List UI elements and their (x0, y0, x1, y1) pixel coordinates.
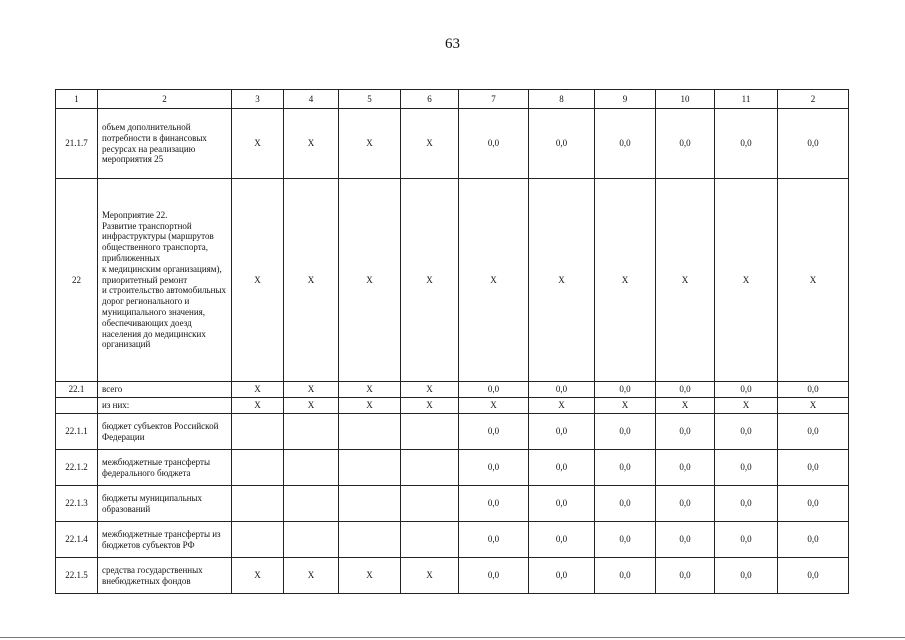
column-header: 11 (715, 90, 778, 109)
row-value-cell: 0,0 (778, 414, 849, 450)
row-value-cell: Х (339, 382, 401, 398)
row-value-cell: Х (401, 179, 459, 382)
row-value-cell (284, 522, 339, 558)
row-value-cell: Х (284, 558, 339, 594)
table-row (56, 382, 849, 398)
table-row (56, 414, 849, 450)
row-value-cell: Х (595, 398, 656, 414)
row-value-cell: Х (232, 179, 284, 382)
row-code: 22.1.4 (56, 522, 98, 558)
row-value-cell: 0,0 (595, 558, 656, 594)
row-value-cell: 0,0 (778, 109, 849, 179)
row-value-cell: Х (232, 109, 284, 179)
row-value-cell: 0,0 (656, 109, 715, 179)
table-row (56, 109, 849, 179)
column-header: 10 (656, 90, 715, 109)
row-value-cell: 0,0 (715, 486, 778, 522)
row-value-cell: Х (339, 398, 401, 414)
row-value-cell: 0,0 (595, 450, 656, 486)
row-value-cell: Х (284, 179, 339, 382)
row-value-cell (284, 486, 339, 522)
row-value-cell: Х (339, 109, 401, 179)
row-code: 22.1.1 (56, 414, 98, 450)
row-value-cell: 0,0 (529, 522, 595, 558)
row-value-cell: 0,0 (529, 450, 595, 486)
row-value-cell: Х (339, 558, 401, 594)
row-value-cell: Х (595, 179, 656, 382)
table-row (56, 486, 849, 522)
row-value-cell (339, 414, 401, 450)
scan-edge-line (0, 637, 905, 638)
row-value-cell: Х (232, 558, 284, 594)
row-value-cell: 0,0 (715, 109, 778, 179)
row-value-cell: 0,0 (656, 382, 715, 398)
row-value-cell: 0,0 (715, 414, 778, 450)
row-value-cell: Х (778, 179, 849, 382)
row-value-cell: 0,0 (459, 486, 529, 522)
row-value-cell: 0,0 (778, 450, 849, 486)
row-code: 22.1.2 (56, 450, 98, 486)
row-value-cell: 0,0 (778, 522, 849, 558)
row-value-cell: Х (401, 398, 459, 414)
row-description: объем дополнительной потребности в финансовых ресурсах на реализацию мероприятия 25 (98, 109, 232, 179)
row-value-cell (232, 450, 284, 486)
row-value-cell: 0,0 (778, 382, 849, 398)
row-value-cell (284, 450, 339, 486)
row-value-cell (401, 486, 459, 522)
row-value-cell: 0,0 (459, 558, 529, 594)
column-header: 4 (284, 90, 339, 109)
row-description: средства государственных внебюджетных фондов (98, 558, 232, 594)
row-value-cell: 0,0 (459, 382, 529, 398)
row-value-cell: Х (529, 398, 595, 414)
row-value-cell: 0,0 (656, 558, 715, 594)
row-description: бюджет субъектов Российской Федерации (98, 414, 232, 450)
row-value-cell: 0,0 (656, 414, 715, 450)
row-value-cell: Х (284, 109, 339, 179)
column-header: 1 (56, 90, 98, 109)
row-value-cell: Х (284, 398, 339, 414)
row-value-cell (339, 486, 401, 522)
row-value-cell: Х (459, 398, 529, 414)
page-number: 63 (445, 36, 460, 52)
row-value-cell: Х (715, 398, 778, 414)
row-value-cell: 0,0 (529, 414, 595, 450)
row-description: из них: (98, 398, 232, 414)
table-header-row (56, 90, 849, 109)
table-row (56, 179, 849, 382)
row-value-cell: Х (232, 382, 284, 398)
column-header: 9 (595, 90, 656, 109)
row-code: 22.1 (56, 382, 98, 398)
row-value-cell: 0,0 (595, 414, 656, 450)
table-row (56, 558, 849, 594)
row-value-cell: Х (401, 558, 459, 594)
row-description: бюджеты муниципальных образований (98, 486, 232, 522)
row-description: Мероприятие 22. Развитие транспортной инфраструктуры (маршрутов общественного транспорта, приближенных к медицинским организациям), приоритетный ремонт и строительство автомобильных дорог регионального и муниципального значения, обеспечивающих доезд населения до медицинских организаций (98, 179, 232, 382)
column-header: 5 (339, 90, 401, 109)
row-value-cell: 0,0 (529, 382, 595, 398)
row-value-cell: 0,0 (715, 382, 778, 398)
row-value-cell: 0,0 (715, 450, 778, 486)
row-value-cell: Х (778, 398, 849, 414)
row-value-cell: 0,0 (595, 486, 656, 522)
row-value-cell: 0,0 (595, 522, 656, 558)
budget-table (55, 89, 849, 594)
column-header: 2 (778, 90, 849, 109)
row-value-cell: Х (232, 398, 284, 414)
row-value-cell: 0,0 (459, 522, 529, 558)
row-value-cell: 0,0 (656, 486, 715, 522)
row-value-cell: 0,0 (595, 382, 656, 398)
row-value-cell: 0,0 (459, 450, 529, 486)
row-value-cell (284, 414, 339, 450)
row-value-cell: 0,0 (715, 522, 778, 558)
row-value-cell: Х (401, 382, 459, 398)
row-value-cell: Х (529, 179, 595, 382)
row-description: межбюджетные трансферты из бюджетов субъектов РФ (98, 522, 232, 558)
row-value-cell: Х (339, 179, 401, 382)
row-value-cell: 0,0 (778, 558, 849, 594)
column-header: 8 (529, 90, 595, 109)
row-value-cell (401, 522, 459, 558)
row-value-cell: 0,0 (656, 450, 715, 486)
row-value-cell: 0,0 (715, 558, 778, 594)
table-row (56, 450, 849, 486)
row-value-cell: 0,0 (778, 486, 849, 522)
row-value-cell (232, 414, 284, 450)
row-value-cell: 0,0 (595, 109, 656, 179)
column-header: 2 (98, 90, 232, 109)
row-value-cell: 0,0 (529, 558, 595, 594)
table-body (56, 90, 849, 594)
row-code: 22.1.3 (56, 486, 98, 522)
row-value-cell (339, 450, 401, 486)
row-value-cell (339, 522, 401, 558)
table-row (56, 398, 849, 414)
row-code (56, 398, 98, 414)
row-value-cell (401, 450, 459, 486)
row-value-cell: 0,0 (656, 522, 715, 558)
row-value-cell: Х (715, 179, 778, 382)
row-code: 22 (56, 179, 98, 382)
row-description: межбюджетные трансферты федерального бюджета (98, 450, 232, 486)
row-value-cell: Х (459, 179, 529, 382)
row-value-cell: Х (656, 179, 715, 382)
row-value-cell (401, 414, 459, 450)
row-value-cell: 0,0 (459, 414, 529, 450)
row-value-cell (232, 522, 284, 558)
row-value-cell: 0,0 (459, 109, 529, 179)
row-value-cell: Х (284, 382, 339, 398)
row-description: всего (98, 382, 232, 398)
row-value-cell: Х (401, 109, 459, 179)
column-header: 3 (232, 90, 284, 109)
row-value-cell (232, 486, 284, 522)
row-value-cell: 0,0 (529, 486, 595, 522)
row-value-cell: 0,0 (529, 109, 595, 179)
column-header: 7 (459, 90, 529, 109)
row-code: 21.1.7 (56, 109, 98, 179)
row-code: 22.1.5 (56, 558, 98, 594)
table-row (56, 522, 849, 558)
row-value-cell: Х (656, 398, 715, 414)
column-header: 6 (401, 90, 459, 109)
